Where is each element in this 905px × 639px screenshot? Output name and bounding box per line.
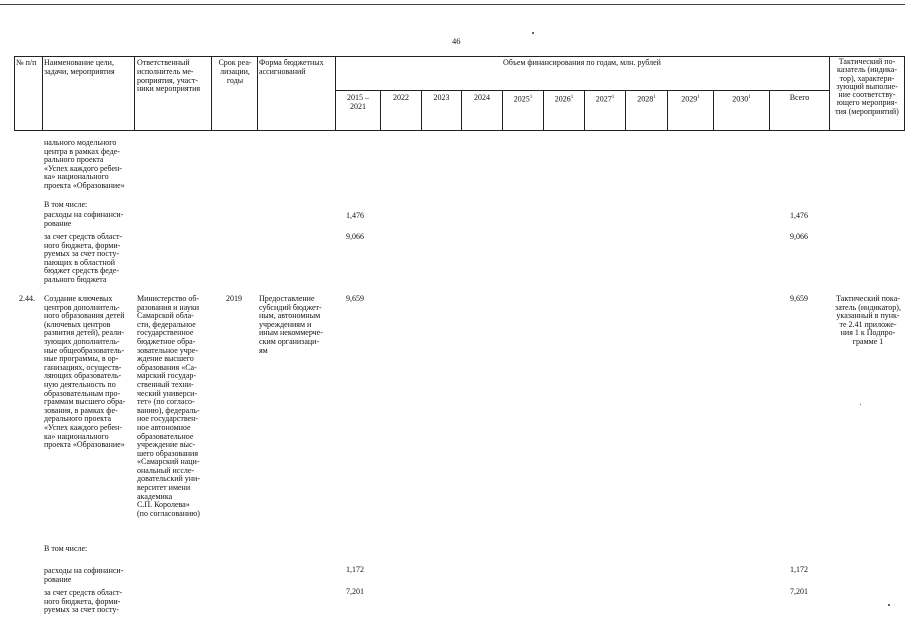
cofinancing-value-1: 1,476 xyxy=(346,211,364,220)
year-2022: 2022 xyxy=(393,93,409,102)
top-border-line xyxy=(0,4,905,5)
header-col-term: Срок реа- лизации, годы xyxy=(218,58,252,85)
regional-budget-label-2: за счет средств област- ного бюджета, форми- руемых за счет посту- xyxy=(44,588,123,615)
year-total: Всего xyxy=(789,93,810,102)
item-executor: Министерство об- разования и науки Самарской обла- сти, федеральное государственное бюджетное обра- зовательное учре- ждение высшего образования «Са- марский государ- ственный техни- ческий универси- тет» (по согласо- ванию), федераль- ное государствен- ное автономное образовательное учреждение выс- шего образования «Самарский наци- ональный иссле- довательский уни- верситет имени академика С.П. Королева» (по согласованию) xyxy=(137,294,200,518)
item-indicator: Тактический пока- затель (индикатор), указанный в пунк- те 2.41 приложе- ния 1 к Подпро- грамме 1 xyxy=(835,294,901,346)
scan-speck xyxy=(860,404,861,405)
regional-budget-label-1: за счет средств област- ного бюджета, форми- руемых за счет посту- пающих в областной бюджет средств феде- рального бюджета xyxy=(44,232,123,284)
year-2025: 2025$^1$ xyxy=(513,94,533,104)
header-bottom-border xyxy=(14,130,905,131)
item-number: 2.44. xyxy=(19,294,35,303)
scan-speck xyxy=(888,604,890,606)
item-name: Создание ключевых центров дополнитель- ного образования детей (ключевых центров развития детей), реали- зующих дополнитель- ные общеобразователь- ные программы, в ор- ганизациях, осуществ- ляющих образователь- ную деятельность по образовательным про- граммам высшего обра- зования, в рамках фе- дерального проекта «Успех каждого ребен- ка» национального проекта «Образование» xyxy=(44,294,126,450)
cofinancing-value-2: 1,172 xyxy=(346,565,364,574)
year-2028: 2028$^1$ xyxy=(637,94,656,104)
regional-budget-value-1: 9,066 xyxy=(346,232,364,241)
regional-budget-value-2: 7,201 xyxy=(346,587,364,596)
year-2026: 2026$^1$ xyxy=(554,94,574,104)
header-col-num: № п/п xyxy=(16,58,37,67)
cofinancing-label-1: расходы на софинанси- рование xyxy=(44,210,124,228)
header-col-financing: Объем финансирования по годам, млн. рублей xyxy=(503,58,661,67)
page-number: 46 xyxy=(452,36,461,46)
header-top-border xyxy=(14,56,905,57)
year-2024: 2024 xyxy=(474,93,490,102)
continued-item-text: нального модельного центра в рамках феде- рального проекта «Успех каждого ребен- ка» национального проекта «Образование» xyxy=(44,138,125,190)
item-total: 9,659 xyxy=(790,294,808,303)
item-term: 2019 xyxy=(226,294,242,303)
cofinancing-total-1: 1,476 xyxy=(790,211,808,220)
regional-budget-total-2: 7,201 xyxy=(790,587,808,596)
year-2029: 2029$^1$ xyxy=(681,94,700,104)
header-col-indicator: Тактический по- казатель (индика- тор), характери- зующий выполне- ние соответству- ющего мероприя- тия (мероприятий) xyxy=(835,57,899,116)
year-2030: 2030$^1$ xyxy=(732,94,751,104)
header-col-executor: Ответственный исполнитель ме- роприятия, участ- ники мероприятия xyxy=(137,58,201,94)
header-col-name: Наименование цели, задачи, мероприятия xyxy=(44,58,115,76)
year-2023: 2023 xyxy=(433,93,450,102)
cofinancing-total-2: 1,172 xyxy=(790,565,808,574)
item-budget-form: Предоставление субсидий бюджет- ным, автономным учреждениям и иным некоммерче- ским организаци- ям xyxy=(259,294,323,355)
item-value-2015-2021: 9,659 xyxy=(346,294,364,303)
in-that-label-2: В том числе: xyxy=(44,544,88,553)
regional-budget-total-1: 9,066 xyxy=(790,232,808,241)
years-divider xyxy=(335,90,829,91)
cofinancing-label-2: расходы на софинанси- рование xyxy=(44,566,124,584)
year-2027: 2027$^1$ xyxy=(595,94,615,104)
in-that-label-1: В том числе: xyxy=(44,200,88,209)
header-col-form: Форма бюджетных ассигнований xyxy=(259,58,324,76)
scan-speck xyxy=(532,32,534,34)
year-2015-2021: 2015 – 2021 xyxy=(347,93,369,111)
